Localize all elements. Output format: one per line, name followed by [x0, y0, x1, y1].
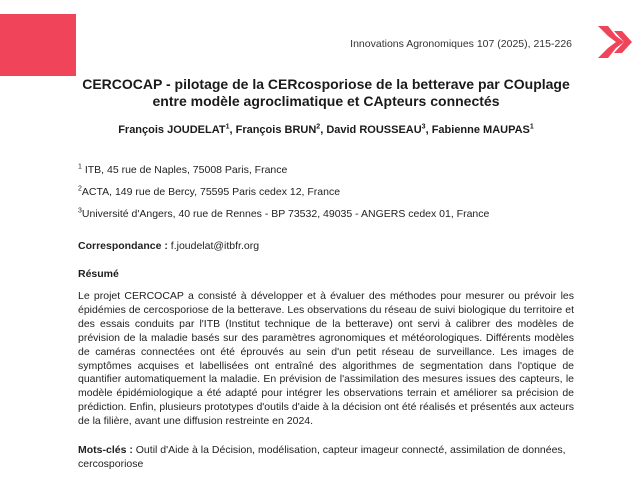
- keywords: [78, 444, 574, 472]
- correspondence-email[interactable]: f.joudelat@itbfr.org: [170, 240, 260, 252]
- journal-logo-icon: [596, 22, 634, 62]
- affiliation-angers: $^3$Université d'Angers, 40 rue de Rennes - BP 73532, 49035 - ANGERS cedex 01, France: [78, 207, 490, 220]
- author: David ROUSSEAU$^3$: [326, 123, 426, 136]
- keywords-text: Outil d'Aide à la Décision, modélisation, capteur imageur connecté, assimilation de données, cercosporiose: [78, 444, 566, 470]
- affiliation-acta: $^2$ACTA, 149 rue de Bercy, 75595 Paris cedex 12, France: [78, 185, 341, 198]
- journal-reference: Innovations Agronomiques 107 (2025), 215-226: [350, 38, 572, 50]
- author: François JOUDELAT$^1$: [118, 123, 230, 136]
- header-accent-band: [0, 14, 76, 76]
- abstract-heading: Résumé: [78, 268, 119, 280]
- author: Fabienne MAUPAS$^1$: [431, 123, 534, 136]
- author: François BRUN$^2$: [235, 123, 321, 136]
- author-list: François JOUDELAT$^1$, François BRUN$^2$, David ROUSSEAU$^3$, Fabienne MAUPAS$^1$: [118, 123, 534, 136]
- abstract-text: Le projet CERCOCAP a consisté à développer et à évaluer des méthodes pour mesurer ou prévoir les épidémies de cercosporiose de la betterave. Les observations du réseau de suivi biologique du territoire et des essais conduits par l'ITB (Institut technique de la betterave) ont servi à calibrer des modèles de prévision de la maladie basés sur des paramètres agronomiques et météorologiques. Différents modèles de caméras connectées ont été éprouvés au sein d'un petit réseau de surveillance. Les images de symptômes acquises et labellisées ont entraîné des algorithmes de segmentation dans l'optique de quantifier automatiquement la maladie. En prévision de l'assimilation des mesures issues des capteurs, le modèle épidémiologique a été adapté pour intégrer les observations terrain et améliorer sa précision de prédiction. Enfin, plusieurs prototypes d'outils d'aide à la décision ont été réalisés et présentés aux acteurs de la filière, avant une diffusion restreinte en 2024.: [78, 290, 574, 428]
- keywords-label: Mots-clés :: [78, 444, 133, 456]
- paper-title: CERCOCAP - pilotage de la CERcosporiose de la betterave par COuplage entre modèle agroclimatique et CApteurs connectés: [82, 76, 570, 109]
- correspondence: [78, 240, 259, 252]
- affiliation-itb: $^1$ ITB, 45 rue de Naples, 75008 Paris, France: [78, 163, 288, 176]
- correspondence-label: Correspondance :: [78, 240, 168, 252]
